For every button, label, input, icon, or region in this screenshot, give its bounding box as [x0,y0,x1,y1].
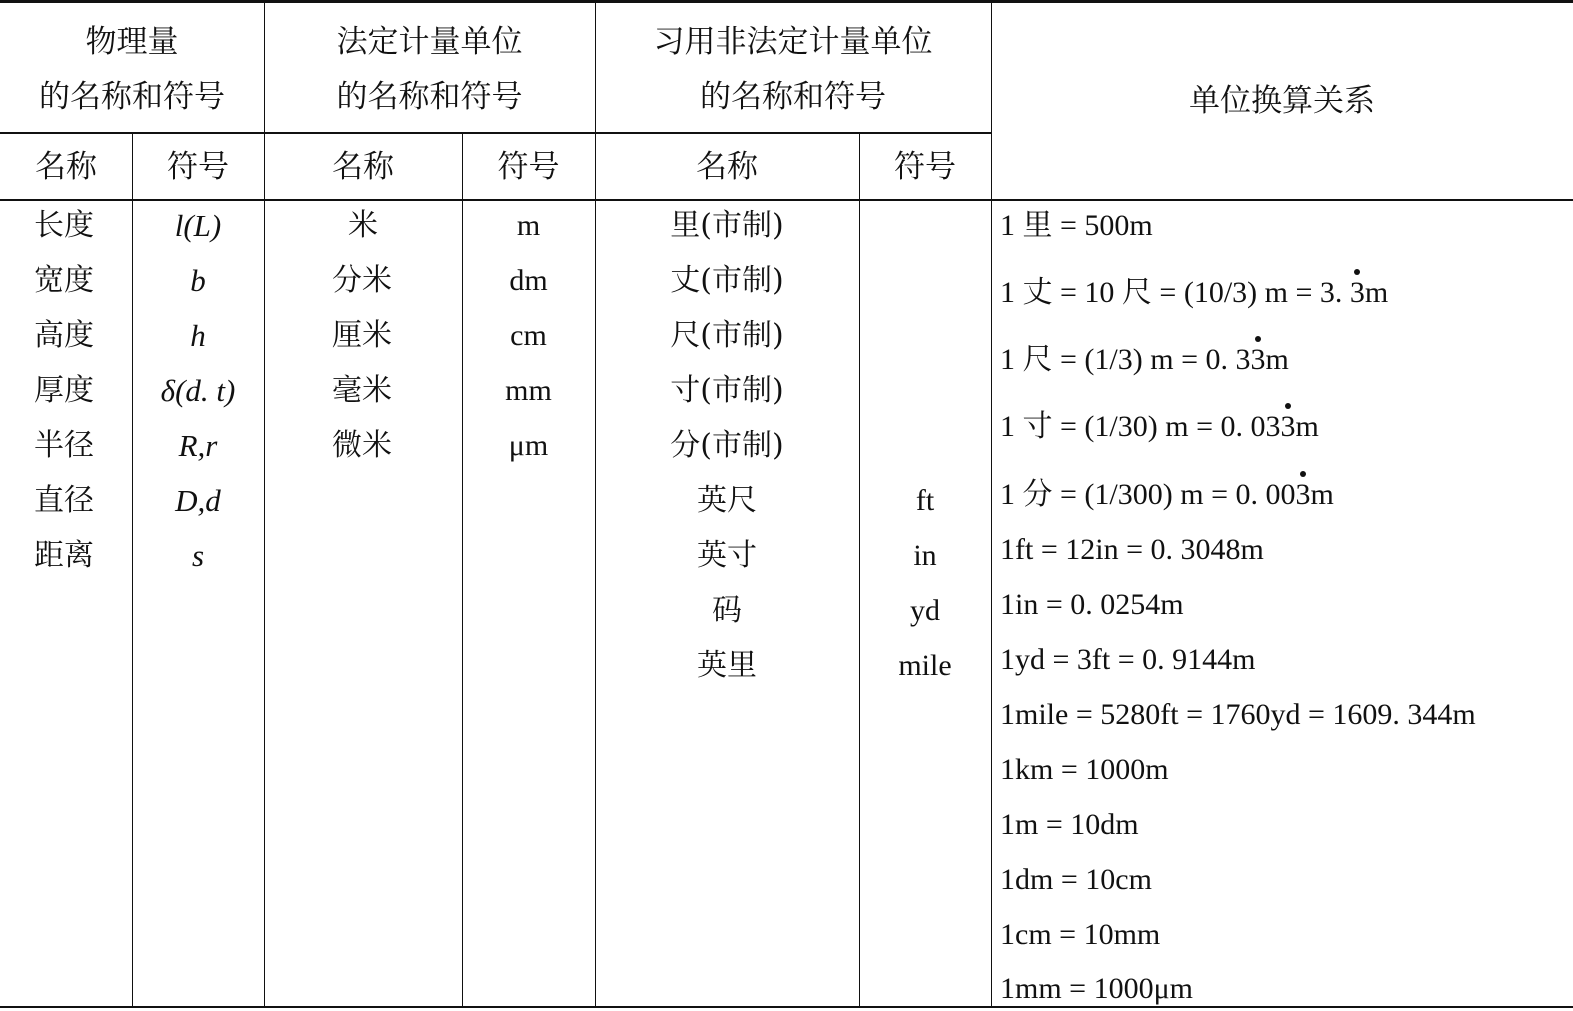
header-customary-unit-line2: 的名称和符号 [700,79,886,115]
legal-unit-symbol: mm [505,374,552,407]
customary-unit-name: 分(市制) [670,428,784,463]
table-bottom-rule [0,1006,1573,1008]
legal-unit-symbol: μm [508,429,549,462]
conversion-unit: m [1295,410,1319,443]
col-divider-3 [462,133,463,1007]
header-customary-unit-line1: 习用非法定计量单位 [653,24,933,60]
conversion-line [1000,412,1319,442]
customary-unit-name: 里(市制) [670,208,784,243]
conversion-line: 1ft = 12in = 0. 3048m [1000,533,1264,566]
repeating-digit: 3 [1349,276,1365,309]
customary-unit-symbol: ft [915,484,935,517]
conversion-unit: m [1265,343,1289,376]
legal-unit-name: 米 [348,208,378,243]
quantity-name: 距离 [34,538,94,573]
conversion-text: 1 丈 = 10 尺 = (10/3) m = 3. [1000,276,1350,309]
legal-unit-name: 厘米 [332,318,392,353]
conversion-line: 1km = 1000m [1000,753,1169,786]
quantity-name: 半径 [34,428,94,463]
quantity-symbol: s [191,538,205,573]
customary-unit-name: 英里 [697,648,757,683]
legal-unit-symbol: m [516,209,541,242]
quantity-symbol: D,d [175,483,221,518]
quantity-name: 高度 [34,318,94,353]
subheader-legal-name: 名称 [332,149,394,185]
col-divider-6 [991,0,992,1007]
conversion-unit: m [1310,478,1334,511]
customary-unit-name: 英寸 [697,538,757,573]
conversion-text: 1 寸 = (1/30) m = 0. 03 [1000,410,1281,443]
customary-unit-name: 码 [712,593,742,628]
subheader-customary-name: 名称 [696,149,758,185]
conversion-unit: m [1364,276,1389,309]
conversion-text: 1 尺 = (1/3) m = 0. 3 [1000,343,1251,376]
subheader-legal-symbol: 符号 [497,149,560,185]
legal-unit-name: 微米 [332,428,392,463]
legal-unit-name: 分米 [332,263,392,298]
quantity-symbol: δ(d. t) [160,373,236,408]
repeating-digit: 3 [1295,478,1311,511]
customary-unit-symbol: in [913,539,937,572]
conversion-line: 1m = 10dm [1000,808,1139,841]
repeating-digit: 3 [1250,343,1266,376]
conversion-text: 1 分 = (1/300) m = 0. 00 [1000,478,1296,511]
header-legal-unit-line1: 法定计量单位 [336,24,523,60]
customary-unit-symbol: yd [910,594,940,627]
quantity-symbol: b [190,263,206,298]
conversion-line: 1mm = 1000μm [1000,972,1194,1005]
header-legal-unit-line2: 的名称和符号 [336,79,523,115]
conversion-line: 1in = 0. 0254m [1000,588,1184,621]
conversion-line: 1cm = 10mm [1000,918,1161,951]
quantity-name: 宽度 [34,263,94,298]
legal-unit-symbol: dm [509,264,548,297]
conversion-line [1000,345,1289,375]
conversion-line: 1mile = 5280ft = 1760yd = 1609. 344m [1000,698,1476,731]
header-mid-rule [0,132,992,134]
customary-unit-name: 尺(市制) [670,318,784,353]
quantity-name: 长度 [34,208,94,243]
subheader-customary-symbol: 符号 [894,149,956,185]
repeating-digit: 3 [1280,410,1296,443]
header-quantity-line1: 物理量 [85,24,179,60]
subheader-quantity-symbol: 符号 [167,149,229,185]
quantity-symbol: R,r [178,428,218,463]
customary-unit-name: 丈(市制) [670,263,784,298]
quantity-name: 直径 [34,483,94,518]
header-quantity-line2: 的名称和符号 [39,79,225,115]
conversion-line: 1yd = 3ft = 0. 9144m [1000,643,1256,676]
legal-unit-symbol: cm [510,319,547,352]
quantity-symbol: l(L) [174,208,222,243]
header-bottom-rule [0,199,1573,201]
customary-unit-symbol: mile [898,649,952,682]
conversion-line: 1 里 = 500m [1000,209,1153,242]
conversion-line [1000,480,1334,510]
quantity-name: 厚度 [34,373,94,408]
customary-unit-name: 英尺 [697,483,757,518]
subheader-quantity-name: 名称 [35,149,97,185]
table-top-rule [0,0,1573,3]
conversion-line: 1dm = 10cm [1000,863,1152,896]
quantity-symbol: h [190,318,206,353]
conversion-line [1000,278,1388,308]
legal-unit-name: 毫米 [332,373,392,408]
header-conversion: 单位换算关系 [1189,83,1375,119]
customary-unit-name: 寸(市制) [670,373,784,408]
